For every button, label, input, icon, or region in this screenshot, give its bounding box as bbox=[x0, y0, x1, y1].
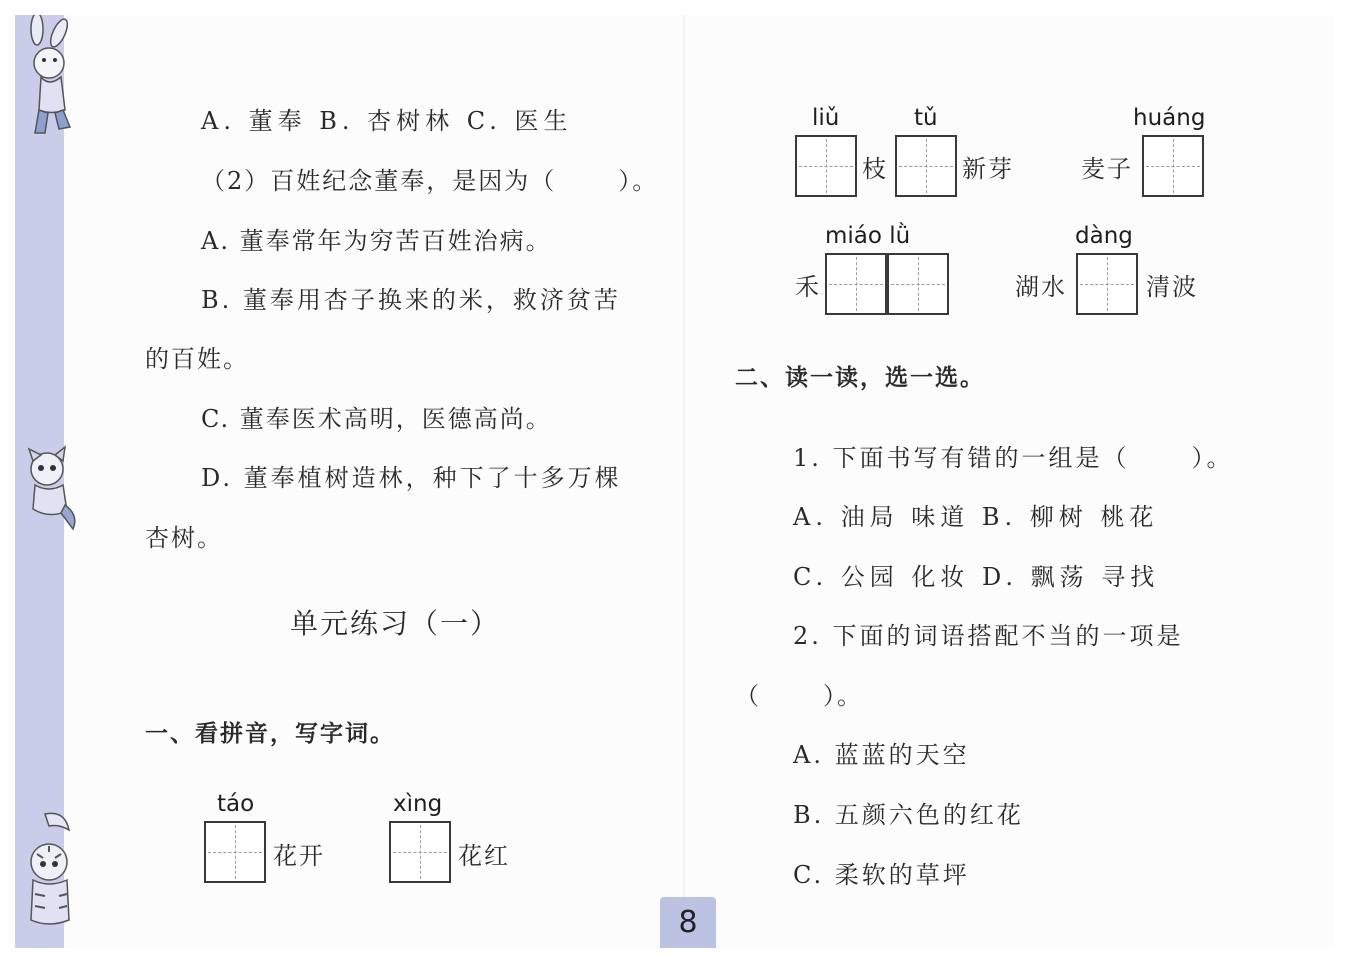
pinyin-label: huáng bbox=[1133, 105, 1206, 131]
q2-option-b-continued: 的百姓。 bbox=[145, 345, 249, 373]
answer-box[interactable] bbox=[895, 135, 957, 197]
pinyin-label: miáo lǜ bbox=[825, 223, 911, 249]
q2-question: 2. 下面的词语搭配不当的一项是 bbox=[793, 622, 1184, 650]
pinyin-label: xìng bbox=[393, 791, 443, 817]
q2-option-c: C. 柔软的草坪 bbox=[793, 861, 970, 889]
page-fold bbox=[683, 15, 685, 948]
q1-options-ab: A. 油局 味道 B. 柳树 桃花 bbox=[793, 503, 1159, 531]
word-suffix: 新芽 bbox=[962, 155, 1014, 183]
q1-question: 1. 下面书写有错的一组是（ ）。 bbox=[793, 444, 1234, 472]
pinyin-label: dàng bbox=[1075, 223, 1133, 249]
rabbit-illustration bbox=[15, 15, 87, 140]
answer-box[interactable] bbox=[825, 253, 887, 315]
q2-option-a: A. 蓝蓝的天空 bbox=[793, 741, 970, 769]
raccoon-illustration bbox=[15, 445, 87, 535]
side-strip bbox=[15, 15, 64, 948]
answer-box[interactable] bbox=[1142, 135, 1204, 197]
q2-option-b: B. 董奉用杏子换来的米，救济贫苦 bbox=[201, 286, 621, 314]
unit-title: 单元练习（一） bbox=[290, 607, 501, 640]
word-suffix: 枝 bbox=[862, 155, 888, 183]
q2-option-b: B. 五颜六色的红花 bbox=[793, 801, 1024, 829]
word-prefix: 湖水 bbox=[1015, 273, 1067, 301]
workbook-spread bbox=[15, 15, 1335, 948]
section1-heading: 一、看拼音，写字词。 bbox=[145, 721, 395, 747]
q2-option-a: A. 董奉常年为穷苦百姓治病。 bbox=[201, 227, 552, 255]
q1-options-cd: C. 公园 化妆 D. 飘荡 寻找 bbox=[793, 563, 1160, 591]
pinyin-label: tǔ bbox=[914, 105, 938, 131]
answer-box[interactable] bbox=[795, 135, 857, 197]
answer-box[interactable] bbox=[389, 821, 451, 883]
section2-heading: 二、读一读，选一选。 bbox=[735, 365, 985, 391]
page-number: 8 bbox=[660, 897, 716, 948]
q1-options: A. 董奉 B. 杏树林 C. 医生 bbox=[201, 107, 573, 135]
q2-question: （2）百姓纪念董奉，是因为（ ）。 bbox=[201, 167, 659, 195]
word-suffix: 花红 bbox=[458, 842, 510, 870]
word-prefix: 麦子 bbox=[1081, 155, 1133, 183]
answer-box[interactable] bbox=[887, 253, 949, 315]
q2-option-c: C. 董奉医术高明，医德高尚。 bbox=[201, 405, 552, 433]
pinyin-label: liǔ bbox=[812, 105, 840, 131]
word-suffix: 清波 bbox=[1146, 273, 1198, 301]
word-prefix: 禾 bbox=[795, 273, 821, 301]
answer-box[interactable] bbox=[1076, 253, 1138, 315]
q2-answer-line: （ ）。 bbox=[735, 682, 863, 710]
tiger-illustration bbox=[15, 810, 87, 940]
answer-box[interactable] bbox=[204, 821, 266, 883]
q2-option-d-continued: 杏树。 bbox=[145, 524, 223, 552]
q2-option-d: D. 董奉植树造林，种下了十多万棵 bbox=[201, 464, 622, 492]
word-suffix: 花开 bbox=[273, 842, 325, 870]
pinyin-label: táo bbox=[217, 791, 255, 817]
